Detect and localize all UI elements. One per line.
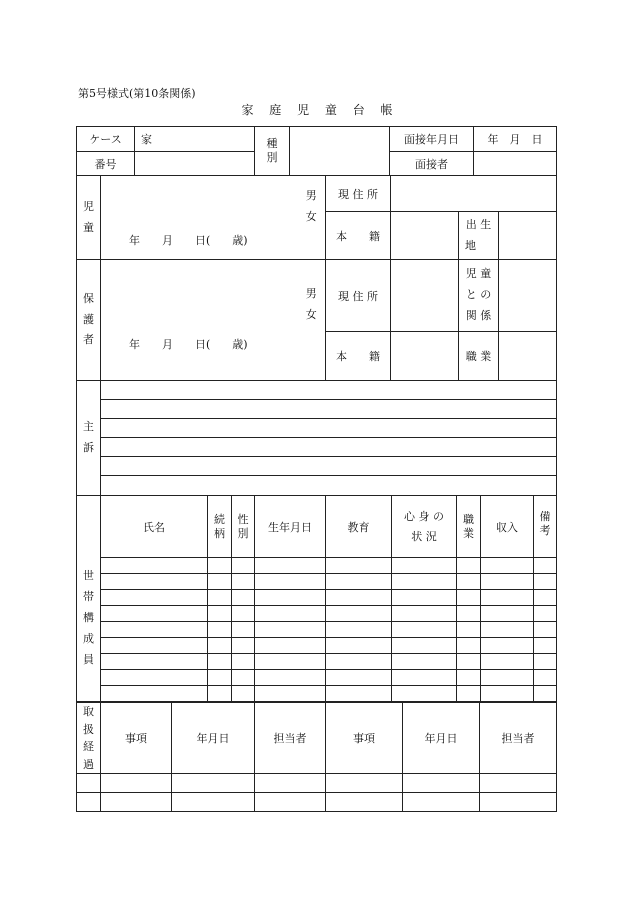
guardian-occupation-label: 職 業 bbox=[459, 332, 499, 381]
cell[interactable] bbox=[255, 574, 326, 590]
cell[interactable] bbox=[208, 670, 232, 686]
guardian-dob: 年 月 日( 歳) bbox=[129, 338, 248, 351]
cell[interactable] bbox=[208, 590, 232, 606]
cell[interactable] bbox=[208, 654, 232, 670]
cell[interactable] bbox=[457, 638, 481, 654]
cell[interactable] bbox=[101, 574, 208, 590]
complaint-line[interactable] bbox=[101, 438, 557, 457]
col-date: 年月日 bbox=[172, 703, 255, 774]
household-label: 世 帯 構 成 員 bbox=[77, 496, 101, 702]
cell[interactable] bbox=[534, 686, 557, 702]
child-address-label: 現 住 所 bbox=[326, 176, 391, 212]
cell[interactable] bbox=[392, 622, 457, 638]
type-label: 種 別 bbox=[255, 127, 290, 176]
child-birthplace-label: 出 生 地 bbox=[459, 212, 499, 260]
table-row bbox=[77, 558, 557, 574]
cell[interactable] bbox=[208, 606, 232, 622]
guardian-address-label: 現 住 所 bbox=[326, 260, 391, 332]
cell[interactable] bbox=[101, 622, 208, 638]
cell[interactable] bbox=[457, 606, 481, 622]
complaint-table bbox=[76, 380, 557, 496]
cell[interactable] bbox=[208, 686, 232, 702]
cell[interactable] bbox=[326, 638, 392, 654]
table-row bbox=[77, 774, 557, 793]
cell[interactable] bbox=[392, 574, 457, 590]
cell[interactable] bbox=[326, 686, 392, 702]
cell[interactable] bbox=[77, 774, 101, 793]
col-relation: 続 柄 bbox=[208, 496, 232, 558]
col-condition: 心 身 の 状 況 bbox=[392, 496, 457, 558]
cell[interactable] bbox=[457, 686, 481, 702]
case-label: ケース bbox=[77, 127, 135, 152]
interview-date-label: 面接年月日 bbox=[390, 127, 474, 152]
cell[interactable] bbox=[232, 558, 255, 574]
col-staff: 担当者 bbox=[480, 703, 557, 774]
cell[interactable] bbox=[481, 574, 534, 590]
cell[interactable] bbox=[392, 606, 457, 622]
cell[interactable] bbox=[255, 670, 326, 686]
number-label: 番号 bbox=[77, 152, 135, 176]
guardian-sex[interactable]: 男 女 bbox=[298, 260, 326, 381]
interview-date-value[interactable]: 年 月 日 bbox=[474, 127, 557, 152]
cell[interactable] bbox=[480, 793, 557, 812]
col-dob: 生年月日 bbox=[255, 496, 326, 558]
child-dob: 年 月 日( 歳) bbox=[129, 234, 248, 247]
cell[interactable] bbox=[255, 606, 326, 622]
child-sex[interactable]: 男 女 bbox=[298, 176, 326, 260]
cell[interactable] bbox=[255, 590, 326, 606]
cell[interactable] bbox=[534, 670, 557, 686]
cell[interactable] bbox=[392, 670, 457, 686]
guardian-relation-value[interactable] bbox=[499, 260, 557, 332]
cell[interactable] bbox=[457, 590, 481, 606]
type-value[interactable] bbox=[290, 127, 390, 176]
cell[interactable] bbox=[101, 686, 208, 702]
guardian-domicile-value[interactable] bbox=[391, 332, 459, 381]
cell[interactable] bbox=[481, 686, 534, 702]
cell[interactable] bbox=[534, 590, 557, 606]
guardian-relation-label: 児 童 と の 関 係 bbox=[459, 260, 499, 332]
cell[interactable] bbox=[101, 774, 172, 793]
cell[interactable] bbox=[326, 793, 403, 812]
cell[interactable] bbox=[481, 558, 534, 574]
table-row bbox=[77, 638, 557, 654]
child-label: 児 童 bbox=[77, 176, 101, 260]
cell[interactable] bbox=[534, 606, 557, 622]
table-row bbox=[77, 622, 557, 638]
child-domicile-value[interactable] bbox=[391, 212, 459, 260]
cell[interactable] bbox=[232, 654, 255, 670]
cell[interactable] bbox=[326, 774, 403, 793]
cell[interactable] bbox=[208, 574, 232, 590]
cell[interactable] bbox=[392, 686, 457, 702]
number-value[interactable] bbox=[135, 152, 255, 176]
table-row bbox=[77, 606, 557, 622]
cell[interactable] bbox=[208, 638, 232, 654]
cell[interactable] bbox=[232, 670, 255, 686]
col-education: 教育 bbox=[326, 496, 392, 558]
cell[interactable] bbox=[403, 774, 480, 793]
form-number: 第5号様式(第10条関係) bbox=[78, 87, 196, 100]
col-name: 氏名 bbox=[101, 496, 208, 558]
complaint-line[interactable] bbox=[101, 381, 557, 400]
interviewer-label: 面接者 bbox=[390, 152, 474, 176]
table-row bbox=[77, 686, 557, 702]
child-domicile-label: 本 籍 bbox=[326, 212, 391, 260]
cell[interactable] bbox=[392, 654, 457, 670]
cell[interactable] bbox=[392, 590, 457, 606]
cell[interactable] bbox=[457, 622, 481, 638]
cell[interactable] bbox=[255, 686, 326, 702]
child-guardian-table bbox=[76, 175, 557, 381]
cell[interactable] bbox=[326, 654, 392, 670]
col-matter: 事項 bbox=[326, 703, 403, 774]
cell[interactable] bbox=[232, 638, 255, 654]
cell[interactable] bbox=[534, 622, 557, 638]
cell[interactable] bbox=[481, 606, 534, 622]
cell[interactable] bbox=[232, 622, 255, 638]
cell[interactable] bbox=[101, 638, 208, 654]
cell[interactable] bbox=[326, 590, 392, 606]
cell[interactable] bbox=[77, 793, 101, 812]
cell[interactable] bbox=[255, 558, 326, 574]
cell[interactable] bbox=[255, 793, 326, 812]
cell[interactable] bbox=[208, 622, 232, 638]
child-birthplace-value[interactable] bbox=[499, 212, 557, 260]
cell[interactable] bbox=[101, 670, 208, 686]
col-income: 収入 bbox=[481, 496, 534, 558]
cell[interactable] bbox=[392, 558, 457, 574]
complaint-line[interactable] bbox=[101, 400, 557, 419]
col-remarks: 備 考 bbox=[534, 496, 557, 558]
cell[interactable] bbox=[326, 574, 392, 590]
cell[interactable] bbox=[208, 558, 232, 574]
cell[interactable] bbox=[481, 654, 534, 670]
cell[interactable] bbox=[534, 654, 557, 670]
cell[interactable] bbox=[457, 574, 481, 590]
table-row bbox=[77, 654, 557, 670]
col-date: 年月日 bbox=[403, 703, 480, 774]
cell[interactable] bbox=[172, 774, 255, 793]
cell[interactable] bbox=[534, 574, 557, 590]
cell[interactable] bbox=[326, 606, 392, 622]
cell[interactable] bbox=[101, 606, 208, 622]
cell[interactable] bbox=[101, 590, 208, 606]
table-row bbox=[77, 670, 557, 686]
cell[interactable] bbox=[255, 654, 326, 670]
complaint-label: 主 訴 bbox=[77, 381, 101, 496]
cell[interactable] bbox=[101, 654, 208, 670]
cell[interactable] bbox=[232, 606, 255, 622]
cell[interactable] bbox=[101, 793, 172, 812]
col-sex: 性 別 bbox=[232, 496, 255, 558]
complaint-line[interactable] bbox=[101, 419, 557, 438]
cell[interactable] bbox=[534, 638, 557, 654]
cell[interactable] bbox=[326, 558, 392, 574]
cell[interactable] bbox=[480, 774, 557, 793]
table-row bbox=[77, 590, 557, 606]
guardian-label: 保 護 者 bbox=[77, 260, 101, 381]
guardian-occupation-value[interactable] bbox=[499, 332, 557, 381]
cell[interactable] bbox=[481, 590, 534, 606]
cell[interactable] bbox=[457, 654, 481, 670]
guardian-name-cell[interactable] bbox=[101, 260, 298, 381]
cell[interactable] bbox=[457, 558, 481, 574]
handling-table bbox=[76, 702, 557, 812]
cell[interactable] bbox=[481, 638, 534, 654]
cell[interactable] bbox=[403, 793, 480, 812]
case-value[interactable]: 家 bbox=[135, 127, 255, 152]
cell[interactable] bbox=[534, 558, 557, 574]
col-occupation: 職 業 bbox=[457, 496, 481, 558]
form-title: 家 庭 児 童 台 帳 bbox=[241, 103, 399, 117]
guardian-address-value[interactable] bbox=[391, 260, 459, 332]
table-row bbox=[77, 574, 557, 590]
cell[interactable] bbox=[255, 638, 326, 654]
cell[interactable] bbox=[101, 558, 208, 574]
child-name-cell[interactable] bbox=[101, 176, 298, 260]
case-info-table bbox=[76, 126, 557, 176]
cell[interactable] bbox=[481, 670, 534, 686]
cell[interactable] bbox=[172, 793, 255, 812]
complaint-line[interactable] bbox=[101, 457, 557, 476]
cell[interactable] bbox=[481, 622, 534, 638]
cell[interactable] bbox=[326, 622, 392, 638]
cell[interactable] bbox=[255, 622, 326, 638]
col-matter: 事項 bbox=[101, 703, 172, 774]
cell[interactable] bbox=[232, 686, 255, 702]
cell[interactable] bbox=[457, 670, 481, 686]
handling-label: 取 扱 経 過 bbox=[77, 703, 101, 774]
cell[interactable] bbox=[232, 590, 255, 606]
complaint-line[interactable] bbox=[101, 476, 557, 496]
cell[interactable] bbox=[255, 774, 326, 793]
cell[interactable] bbox=[392, 638, 457, 654]
child-address-value[interactable] bbox=[391, 176, 557, 212]
interviewer-value[interactable] bbox=[474, 152, 557, 176]
table-row bbox=[77, 793, 557, 812]
cell[interactable] bbox=[232, 574, 255, 590]
cell[interactable] bbox=[326, 670, 392, 686]
household-table bbox=[76, 495, 557, 702]
guardian-domicile-label: 本 籍 bbox=[326, 332, 391, 381]
col-staff: 担当者 bbox=[255, 703, 326, 774]
